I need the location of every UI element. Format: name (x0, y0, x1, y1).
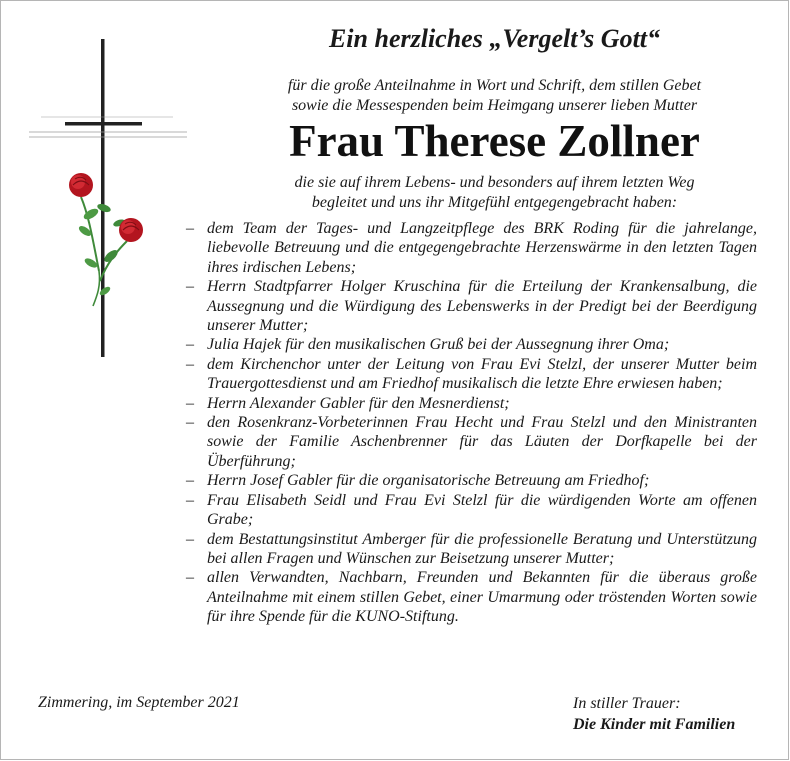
list-dash: – (186, 472, 194, 490)
list-dash: – (186, 355, 194, 373)
list-item-text: Herrn Stadtpfarrer Holger Kruschina für die Erteilung der Krankensalbung, die Aussegnung und die Würdigung des Lebenswerks in der Predigt bei der Beerdigung unserer Mutter; (207, 278, 757, 335)
intro-line: für die große Anteilnahme in Wort und Schrift, dem stillen Gebet (287, 77, 702, 94)
heading: Ein herzliches „Vergelt’s Gott“ (328, 24, 661, 53)
deceased-name: Frau Therese Zollner (289, 116, 700, 166)
list-item (179, 219, 757, 277)
list-item (179, 413, 757, 471)
list-item (179, 394, 757, 413)
list-item-text: Julia Hajek für den musikalischen Gruß bei der Aussegnung ihrer Oma; (207, 336, 670, 354)
list-item-text: dem Team der Tages- und Langzeitpflege des BRK Roding für die jahrelange, liebevolle Betreuung und die entgegengebrachte Herzenswärme in den letzten Tagen ihres irdischen Lebens; (207, 220, 757, 276)
list-item (179, 568, 757, 626)
list-item-text: dem Kirchenchor unter der Leitung von Frau Evi Stelzl, der unserer Mutter beim Trauergottesdienst und am Friedhof musikalisch die letzte Ehre erwiesen haben; (207, 355, 757, 393)
list-item (179, 277, 757, 335)
list-item-text: Herrn Alexander Gabler für den Mesnerdienst; (207, 394, 510, 412)
followup-line: begleitet und uns ihr Mitgefühl entgegengebracht haben: (311, 194, 678, 211)
signoff (573, 693, 735, 735)
list-item (179, 530, 757, 569)
place-date: Zimmering, im September 2021 (38, 694, 240, 711)
list-item (179, 491, 757, 530)
signoff-label: In stiller Trauer: (573, 695, 681, 712)
roses-icon (69, 173, 143, 306)
list-item-text: den Rosenkranz-Vorbeterinnen Frau Hecht und Frau Stelzl und den Ministranten sowie der Familie Aschenbrenner für das Läuten der Dorfkapelle bei der Überführung; (207, 414, 757, 470)
list-dash: – (186, 394, 194, 412)
list-item (179, 355, 757, 394)
signers: Die Kinder mit Familien (573, 716, 736, 733)
list-dash: – (186, 220, 194, 237)
followup-line: die sie auf ihrem Lebens- und besonders auf ihrem letzten Weg (294, 174, 695, 191)
list-dash: – (186, 414, 194, 432)
list-dash: – (186, 530, 194, 548)
cross-with-roses (1, 1, 201, 381)
list-dash: – (186, 569, 194, 587)
list-item-text: Herrn Josef Gabler für die organisatorische Betreuung am Friedhof; (207, 472, 650, 490)
list-item-text: allen Verwandten, Nachbarn, Freunden und Bekannten für die überaus große Anteilnahme mit einem stillen Gebet, einer Umarmung oder tröstenden Worten sowie für ihre Spende für die KUNO-Stiftung. (207, 569, 757, 626)
list-dash: – (186, 491, 194, 509)
list-dash: – (186, 278, 194, 296)
list-item (179, 471, 757, 490)
intro-text (201, 76, 788, 116)
list-item-text: Frau Elisabeth Seidl und Frau Evi Stelzl für die würdigenden Worte am offenen Grabe; (207, 491, 757, 529)
followup-text (201, 173, 788, 213)
thanks-list (179, 219, 757, 627)
list-item (179, 335, 757, 354)
list-dash: – (186, 336, 194, 354)
cross-icon (29, 39, 187, 357)
list-item-text: dem Bestattungsinstitut Amberger für die professionelle Beratung und Unterstützung bei allen Fragen und Wünschen zur Beisetzung unserer Mutter; (207, 530, 757, 567)
intro-line: sowie die Messespenden beim Heimgang unserer lieben Mutter (291, 97, 698, 114)
